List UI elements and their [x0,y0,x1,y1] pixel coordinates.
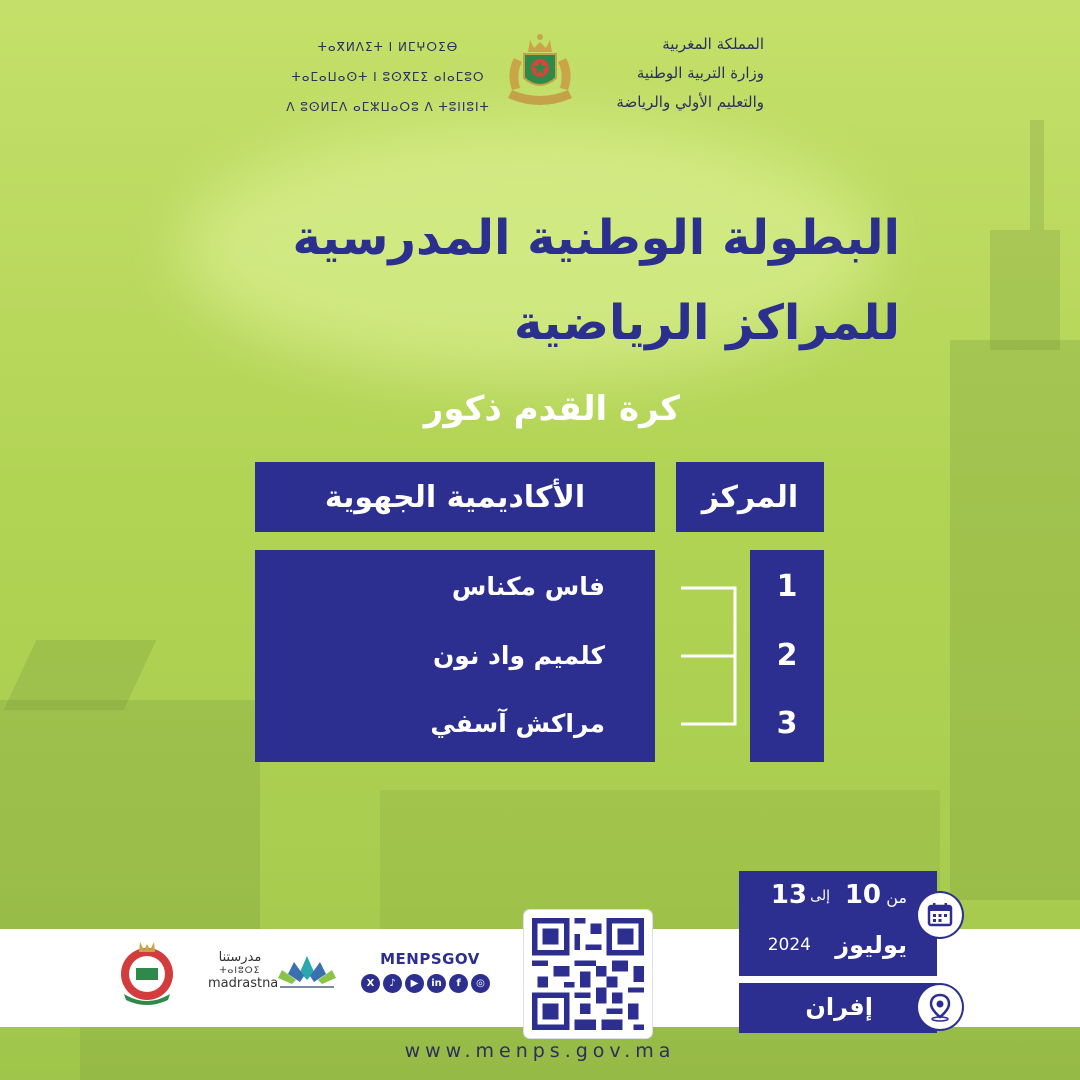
ministry-tif-line-2: ⵜⴰⵎⴰⵡⴰⵙⵜ ⵏ ⵓⵙⴳⵎⵉ ⴰⵏⴰⵎⵓⵔ [291,70,485,84]
calendar-icon [918,893,962,937]
date-year: 2024 [767,935,811,955]
website-url[interactable]: www.menps.gov.ma [404,1040,676,1062]
rank-1: 1 [776,569,798,604]
page-title-line-2: للمراكز الرياضية [513,295,900,351]
ministry-ar-line-2: وزارة التربية الوطنية [636,64,764,82]
page-title-line-1: البطولة الوطنية المدرسية [292,210,900,266]
facebook-icon[interactable]: f [449,974,468,993]
tiktok-icon[interactable]: ♪ [383,974,402,993]
ministry-ar-line-3: والتعليم الأولي والرياضة [616,93,764,111]
header-academy: الأكاديمية الجهوية [255,462,655,532]
madrastna-latin: madrastna [208,976,279,991]
qr-code-icon [532,918,644,1030]
linkedin-icon[interactable]: in [427,974,446,993]
ministry-tif-line-1: ⵜⴰⴳⵍⴷⵉⵜ ⵏ ⵍⵎⵖⵔⵉⴱ [317,40,459,54]
ministry-ar-line-1: المملكة المغربية [662,35,764,53]
date-from-day: 10 [844,880,881,910]
event-place: إفران [805,993,873,1021]
date-month: يوليوز [835,931,907,959]
date-to-day: 13 [770,880,807,910]
academy-row-3: مراكش آسفي [430,709,605,738]
academy-row-2: كلميم واد نون [432,641,605,670]
social-handle: MENPSGOV [380,950,480,968]
location-pin-icon [918,985,962,1029]
bracket-connector [681,586,737,726]
school-sports-logo-icon [116,936,178,1006]
rank-2: 2 [776,638,798,673]
madrastna-tifinagh: ⵜⴰⵏⵓⵔⵉ [219,966,261,976]
ministry-name-arabic [544,30,764,117]
instagram-icon[interactable]: ◎ [471,974,490,993]
rank-list [750,550,824,762]
rank-3: 3 [776,706,798,741]
event-place-box [739,983,937,1033]
academy-row-1: فاس مكناس [451,572,605,601]
social-icons [361,974,490,993]
x-icon[interactable]: X [361,974,380,993]
ministry-tif-line-3: ⴷ ⵓⵙⵍⵎⴷ ⴰⵎⵣⵡⴰⵔⵓ ⴷ ⵜⵓⵏⵏⵓⵏⵜ [286,100,490,114]
header-center: المركز [676,462,824,532]
youtube-icon[interactable]: ▶ [405,974,424,993]
event-date-box [739,871,937,976]
page-subtitle: كرة القدم ذكور [423,389,680,429]
madrastna-arabic: مدرستنا [218,950,262,965]
academy-list [255,550,655,762]
qr-code[interactable] [524,910,652,1038]
date-to-label: إلى [810,888,830,904]
madrastna-lotus-logo-icon [274,952,340,992]
date-from-label: من [886,888,907,907]
ministry-name-tifinagh [286,32,490,122]
